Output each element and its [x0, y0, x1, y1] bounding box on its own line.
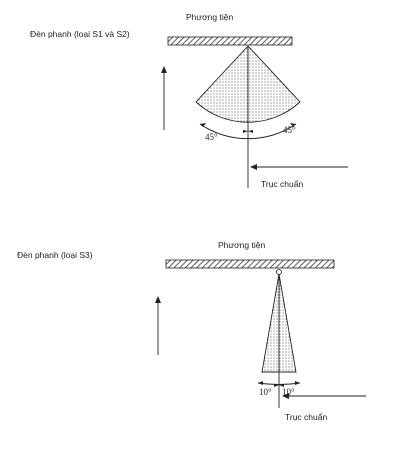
- top-figure: [161, 37, 348, 188]
- angle-label-left-bottom: 10°: [259, 387, 272, 397]
- vehicle-bar-bottom: [166, 260, 334, 268]
- vehicle-title-top: Phương tiện: [186, 12, 234, 22]
- angle-label-right-top: 45°: [283, 125, 296, 135]
- reference-axis-label-top: Trục chuẩn: [261, 179, 304, 189]
- brake-light-label-top: Đèn phanh (loại S1 và S2): [30, 29, 130, 39]
- vehicle-title-bottom: Phương tiện: [218, 240, 266, 250]
- brake-light-label-bottom: Đèn phanh (loại S3): [17, 250, 93, 260]
- bottom-figure: [155, 260, 366, 408]
- angle-label-left-top: 45°: [205, 132, 218, 142]
- vehicle-bar-top: [168, 37, 292, 45]
- reference-axis-label-bottom: Trục chuẩn: [285, 412, 328, 422]
- angle-label-right-bottom: 10°: [282, 387, 295, 397]
